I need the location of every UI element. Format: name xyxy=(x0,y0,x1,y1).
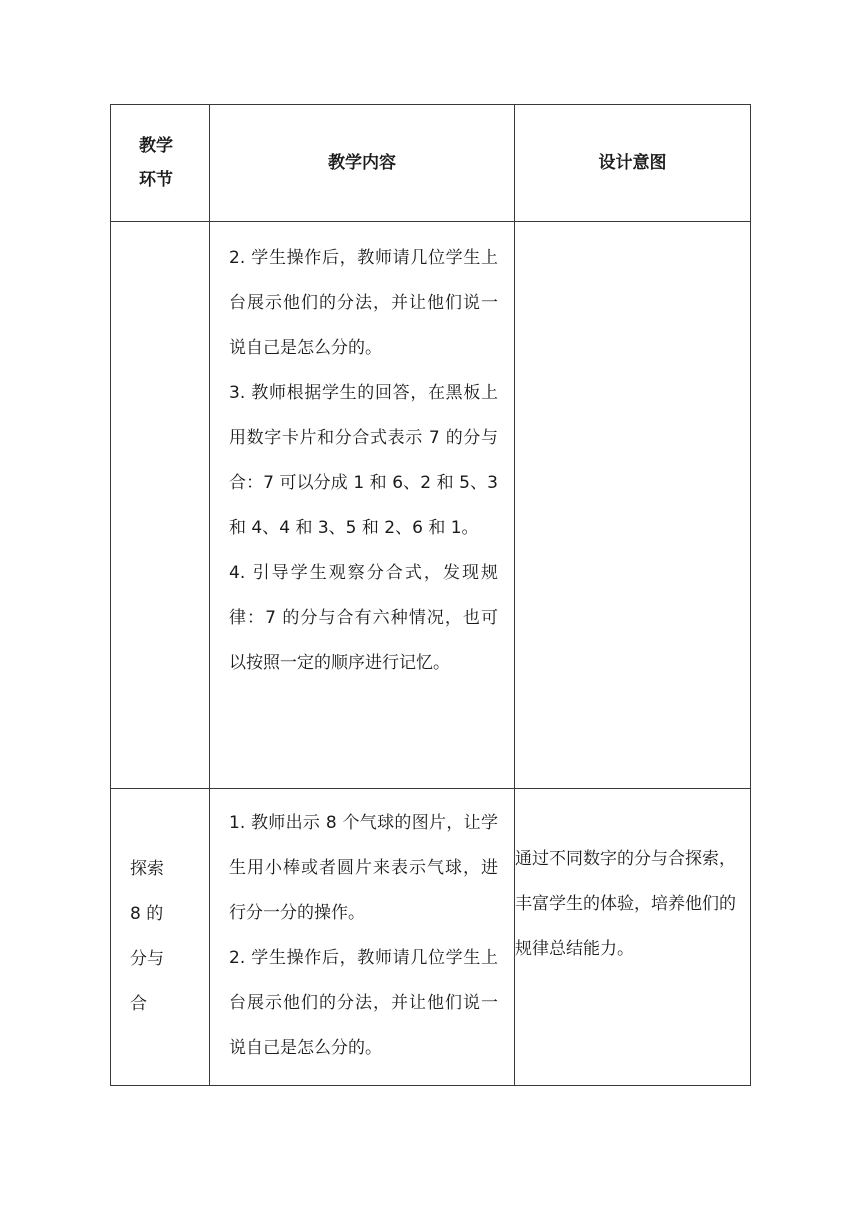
intent-text: 通过不同数字的分与合探索，丰富学生的体验，培养他们的规律总结能力。 xyxy=(515,849,736,959)
stage-cell xyxy=(111,789,210,1086)
header-stage xyxy=(111,105,210,222)
stage-label-line: 合 xyxy=(130,994,147,1014)
lesson-plan-table xyxy=(110,104,751,1086)
header-stage-line2: 环节 xyxy=(139,170,173,190)
table-row xyxy=(111,789,751,1086)
stage-cell xyxy=(111,222,210,789)
header-row xyxy=(111,105,751,222)
content-step: 1. 教师出示 8 个气球的图片，让学生用小棒或者圆片来表示气球，进行分一分的操作。 xyxy=(229,813,498,923)
header-intent xyxy=(515,105,751,222)
content-step: 2. 学生操作后，教师请几位学生上台展示他们的分法，并让他们说一说自己是怎么分的。 xyxy=(229,248,498,358)
stage-label-line: 分与 xyxy=(130,949,164,969)
header-content xyxy=(210,105,515,222)
header-intent-label: 设计意图 xyxy=(598,153,667,173)
stage-label-line: 探索 xyxy=(130,859,164,879)
stage-label-line: 8 的 xyxy=(130,904,164,924)
table-row xyxy=(111,222,751,789)
intent-cell xyxy=(515,222,751,789)
content-cell xyxy=(210,789,515,1086)
intent-cell xyxy=(515,789,751,1086)
intent-text xyxy=(515,498,750,512)
content-step: 2. 学生操作后，教师请几位学生上台展示他们的分法，并让他们说一说自己是怎么分的。 xyxy=(229,948,498,1058)
header-stage-line1: 教学 xyxy=(139,136,173,156)
header-content-label: 教学内容 xyxy=(328,153,396,173)
content-cell xyxy=(210,222,515,789)
content-step: 3. 教师根据学生的回答，在黑板上用数字卡片和分合式表示 7 的分与合：7 可以分成 1 和 6、2 和 5、3 和 4、4 和 3、5 和 2、6 和 1。 xyxy=(229,383,498,538)
content-step: 4. 引导学生观察分合式，发现规律：7 的分与合有六种情况，也可以按照一定的顺序进行记忆。 xyxy=(229,563,498,673)
